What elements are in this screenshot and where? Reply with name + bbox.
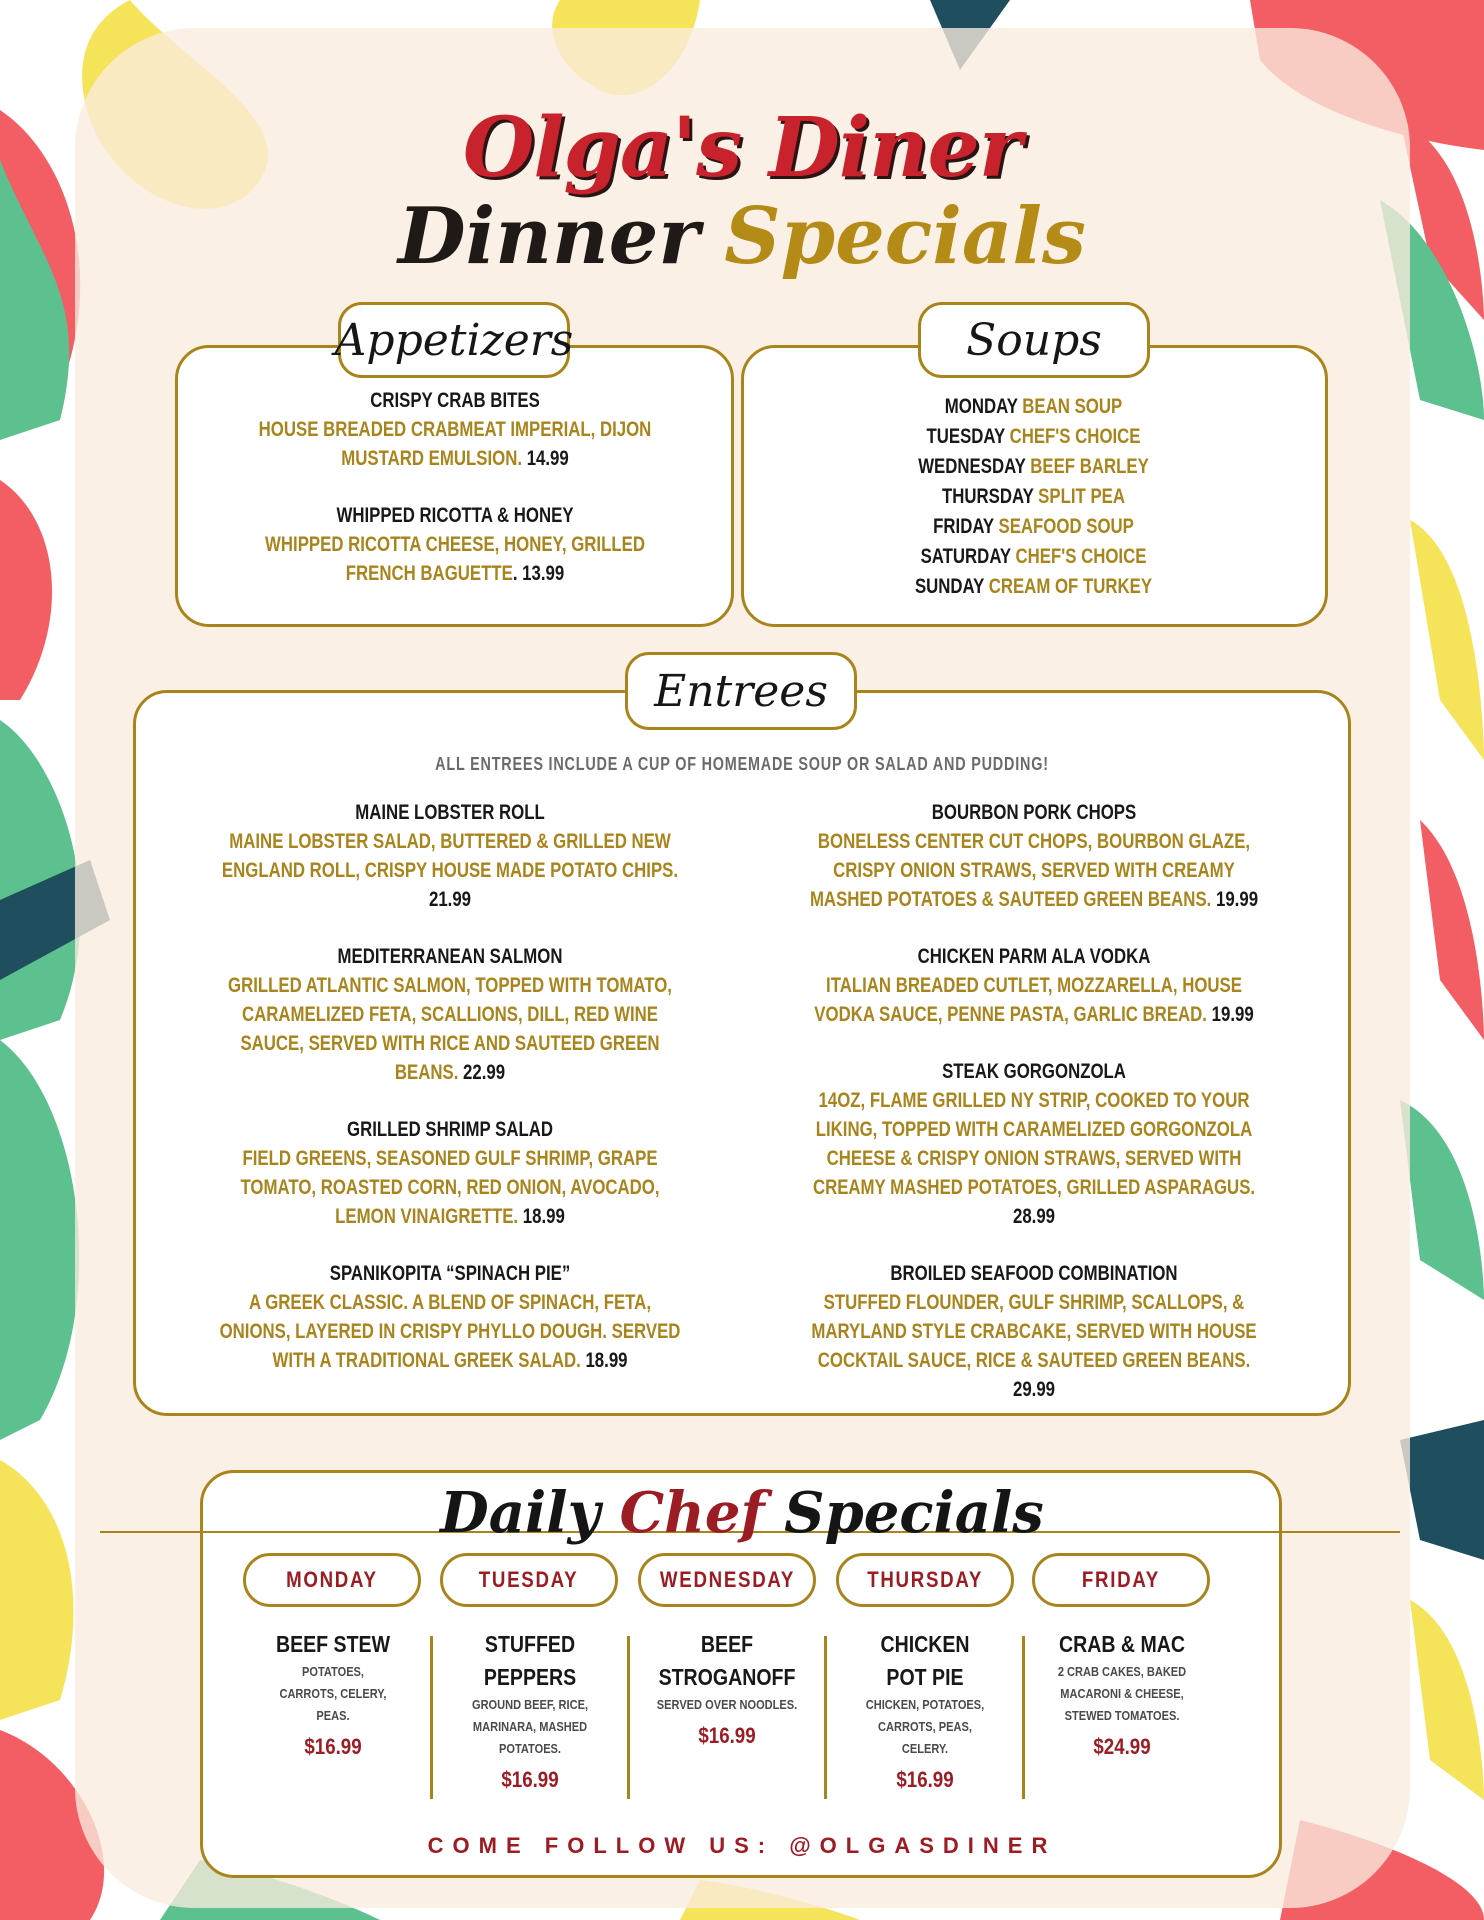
special-thursday: CHICKEN POT PIE CHICKEN, POTATOES, CARROTS, PEAS, CELERY. $16.99 xyxy=(865,1631,985,1792)
special-wednesday: BEEF STROGANOFF SERVED OVER NOODLES. $16.99 xyxy=(656,1631,798,1748)
column-divider xyxy=(627,1636,630,1799)
day-pill-wednesday: WEDNESDAY xyxy=(638,1553,816,1607)
appetizer-item: WHIPPED RICOTTA & HONEY WHIPPED RICOTTA CHEESE, HONEY, GRILLED FRENCH BAGUETTE. 13.99 xyxy=(265,504,645,585)
soup-row: WEDNESDAY BEEF BARLEY xyxy=(918,455,1149,478)
entree-item: STEAK GORGONZOLA 14OZ, FLAME GRILLED NY STRIP, COOKED TO YOUR LIKING, TOPPED WITH CARAMELIZED GORGONZOLA CHEESE & CRISPY ONION STRAWS, SERVED WITH CREAMY MASHED POTATOES, GRILLED ASPARAGUS. 28.99 xyxy=(812,1060,1256,1228)
entrees-right-column xyxy=(802,798,1266,1432)
appetizers-list xyxy=(239,386,671,616)
soup-row: SATURDAY CHEF'S CHOICE xyxy=(920,545,1147,568)
special-friday: CRAB & MAC 2 CRAB CAKES, BAKED MACARONI & CHEESE, STEWED TOMATOES. $24.99 xyxy=(1057,1631,1187,1759)
page-subtitle xyxy=(0,191,1484,282)
column-divider xyxy=(1022,1636,1025,1799)
special-tuesday: STUFFED PEPPERS GROUND BEEF, RICE, MARINARA, MASHED POTATOES. $16.99 xyxy=(471,1631,589,1792)
entree-item: BROILED SEAFOOD COMBINATION STUFFED FLOUNDER, GULF SHRIMP, SCALLOPS, & MARYLAND STYLE CRABCAKE, SERVED WITH HOUSE COCKTAIL SAUCE, RICE & SAUTEED GREEN BEANS. 29.99 xyxy=(811,1262,1257,1401)
daily-specials-title: Daily Chef Specials xyxy=(440,1480,1044,1546)
entree-item: GRILLED SHRIMP SALAD FIELD GREENS, SEASONED GULF SHRIMP, GRAPE TOMATO, ROASTED CORN, RED ONION, AVOCADO, LEMON VINAIGRETTE. 18.99 xyxy=(240,1118,660,1228)
column-divider xyxy=(824,1636,827,1799)
day-pill-monday: MONDAY xyxy=(243,1553,421,1607)
soup-row: THURSDAY SPLIT PEA xyxy=(942,485,1125,508)
day-pill-tuesday: TUESDAY xyxy=(440,1553,618,1607)
subtitle-specials: Specials xyxy=(724,191,1086,282)
entree-item: CHICKEN PARM ALA VODKA ITALIAN BREADED CUTLET, MOZZARELLA, HOUSE VODKA SAUCE, PENNE PASTA, GARLIC BREAD. 19.99 xyxy=(814,945,1254,1026)
column-divider xyxy=(430,1636,433,1799)
appetizer-item: CRISPY CRAB BITES HOUSE BREADED CRABMEAT IMPERIAL, DIJON MUSTARD EMULSION. 14.99 xyxy=(258,389,652,470)
entree-item: MAINE LOBSTER ROLL MAINE LOBSTER SALAD, BUTTERED & GRILLED NEW ENGLAND ROLL, CRISPY HOUSE MADE POTATO CHIPS. 21.99 xyxy=(221,801,679,911)
special-monday: BEEF STEW POTATOES, CARROTS, CELERY, PEAS. $16.99 xyxy=(275,1631,391,1759)
entrees-note: ALL ENTREES INCLUDE A CUP OF HOMEMADE SOUP OR SALAD AND PUDDING! xyxy=(435,754,1049,774)
entrees-tab: Entrees xyxy=(625,652,857,730)
day-pill-thursday: THURSDAY xyxy=(836,1553,1014,1607)
subtitle-dinner: Dinner xyxy=(398,191,700,282)
soup-row: TUESDAY CHEF'S CHOICE xyxy=(926,425,1141,448)
soups-list xyxy=(808,392,1260,602)
soups-tab: Soups xyxy=(918,302,1150,378)
brand-title: Olga's Diner xyxy=(462,100,1022,196)
day-pill-friday: FRIDAY xyxy=(1032,1553,1210,1607)
entree-item: SPANIKOPITA “SPINACH PIE” A GREEK CLASSIC. A BLEND OF SPINACH, FETA, ONIONS, LAYERED IN CRISPY PHYLLO DOUGH. SERVED WITH A TRADITIONAL GREEK SALAD. 18.99 xyxy=(219,1262,681,1372)
soup-row: SUNDAY CREAM OF TURKEY xyxy=(914,575,1153,598)
soup-row: MONDAY BEAN SOUP xyxy=(944,395,1123,418)
appetizers-tab: Appetizers xyxy=(338,302,570,378)
entree-item: BOURBON PORK CHOPS BONELESS CENTER CUT CHOPS, BOURBON GLAZE, CRISPY ONION STRAWS, SERVED WITH CREAMY MASHED POTATOES & SAUTEED GREEN BEANS. 19.99 xyxy=(809,801,1259,911)
entrees-left-column xyxy=(218,798,682,1403)
social-handle: COME FOLLOW US: @OLGASDINER xyxy=(427,1833,1057,1858)
entree-item: MEDITERRANEAN SALMON GRILLED ATLANTIC SALMON, TOPPED WITH TOMATO, CARAMELIZED FETA, SCALLIONS, DILL, RED WINE SAUCE, SERVED WITH RICE AND SAUTEED GREEN BEANS. 22.99 xyxy=(228,945,672,1084)
soup-row: FRIDAY SEAFOOD SOUP xyxy=(933,515,1134,538)
